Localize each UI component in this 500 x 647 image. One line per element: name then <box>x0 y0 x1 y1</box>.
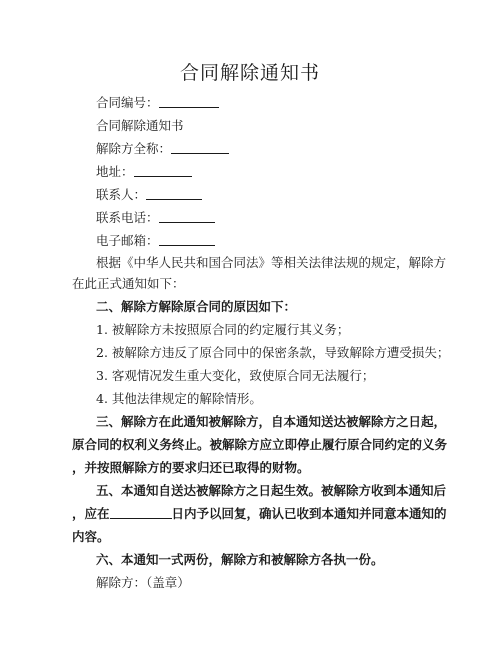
section-5-line-2 <box>72 505 447 523</box>
phone-blank[interactable] <box>159 209 215 223</box>
section-5-line-3: 内容。 <box>72 529 110 544</box>
signature-line <box>96 574 190 592</box>
field-contact-label: 联系人： <box>96 187 147 202</box>
field-email <box>96 232 215 250</box>
contract-no-blank[interactable] <box>159 94 219 108</box>
reason-item: 2. 被解除方违反了原合同中的保密条款，导致解除方遭受损失； <box>96 345 450 360</box>
field-address-label: 地址： <box>96 164 134 179</box>
field-party-full-name <box>96 140 229 158</box>
party-full-name-blank[interactable] <box>171 140 229 154</box>
signature-label: 解除方： <box>96 575 147 590</box>
field-party-full-name-label: 解除方全称： <box>96 141 172 156</box>
field-email-label: 电子邮箱： <box>96 233 159 248</box>
reason-item: 4. 其他法律规定的解除情形。 <box>96 391 262 406</box>
field-notice-name: 合同解除通知书 <box>96 118 184 133</box>
section-6-line-1: 六、本通知一式两份，解除方和被解除方各执一份。 <box>96 552 384 567</box>
section-5-line-2-after: 日内予以回复，确认已收到本通知并同意本通知的 <box>171 506 447 521</box>
section-3-line-1: 三、解除方在此通知被解除方，自本通知送达被解除方之日起， <box>96 414 447 429</box>
section-2-heading: 二、解除方解除原合同的原因如下： <box>96 299 297 314</box>
section-5-line-2-before: ，应在 <box>72 506 110 521</box>
reply-days-blank[interactable] <box>110 505 172 519</box>
field-address <box>96 163 192 181</box>
field-phone-label: 联系电话： <box>96 210 159 225</box>
field-phone <box>96 209 215 227</box>
section-5-line-1: 五、本通知自送达被解除方之日起生效。被解除方收到本通知后 <box>96 483 447 498</box>
reason-item: 3. 客观情况发生重大变化，致使原合同无法履行； <box>96 368 375 383</box>
field-contract-no-label: 合同编号： <box>96 95 159 110</box>
seal-note: （盖章） <box>146 575 190 590</box>
email-blank[interactable] <box>159 232 215 246</box>
contact-blank[interactable] <box>146 186 202 200</box>
section-3-line-3: ，并按照解除方的要求归还已取得的财物。 <box>72 460 310 475</box>
intro-line-1: 根据《中华人民共和国合同法》等相关法律法规的规定，解除方 <box>96 255 447 270</box>
document-title: 合同解除通知书 <box>179 62 320 84</box>
field-contact <box>96 186 202 204</box>
section-3-line-2: 原合同的权利义务终止。被解除方应立即停止履行原合同约定的义务 <box>72 437 448 452</box>
intro-line-2: 在此正式通知如下： <box>72 276 185 291</box>
field-contract-no <box>96 94 219 112</box>
address-blank[interactable] <box>134 163 192 177</box>
reason-item: 1. 被解除方未按照原合同的约定履行其义务； <box>96 322 350 337</box>
